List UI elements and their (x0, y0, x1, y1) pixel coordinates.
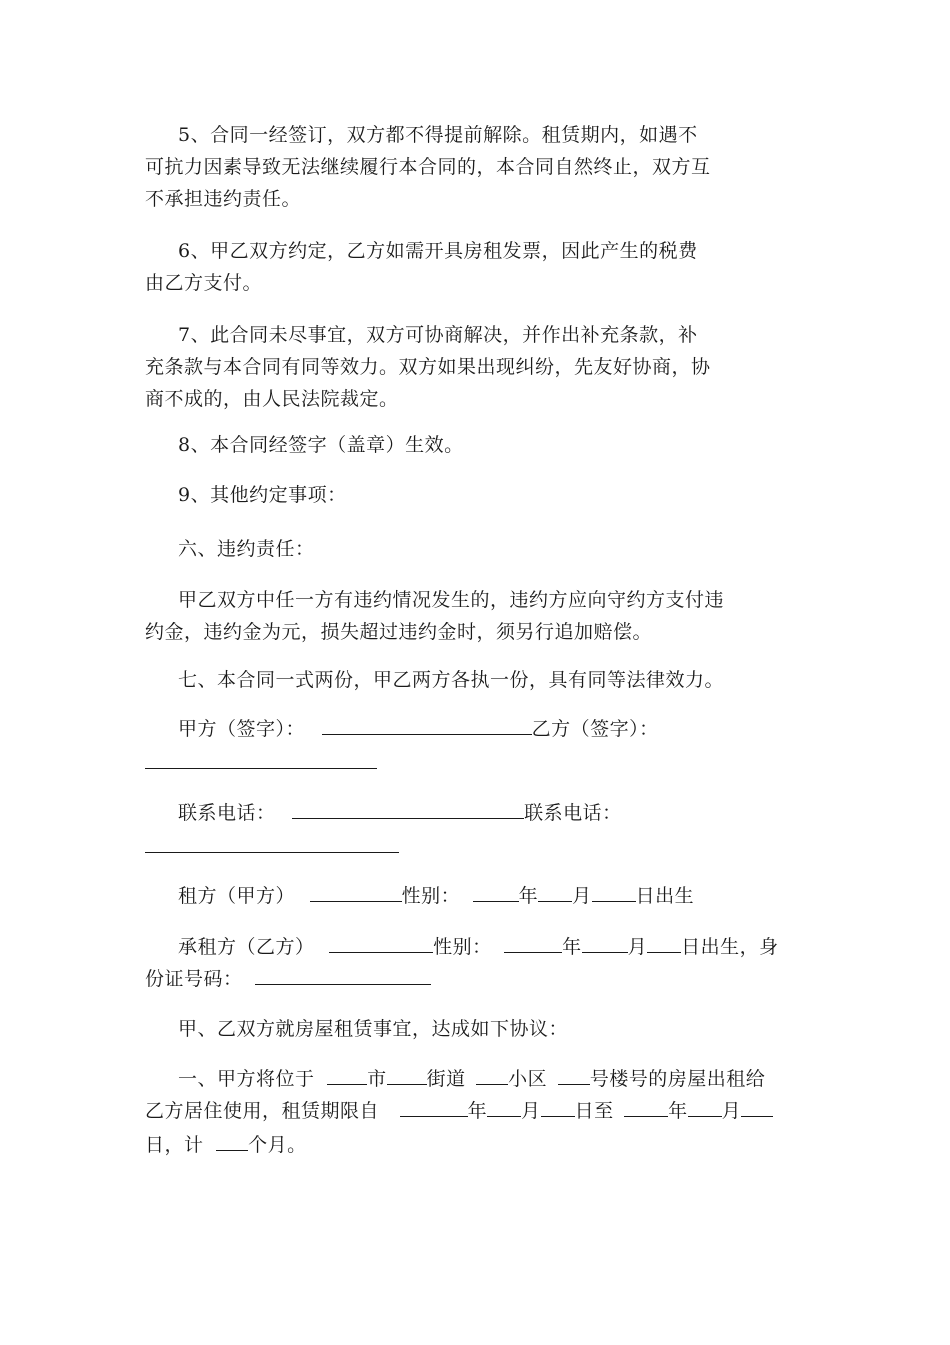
lessee-year-label: 年 (562, 936, 582, 958)
lessor-name-blank[interactable] (310, 883, 402, 902)
clause-5-line-3: 不承担违约责任。 (145, 188, 302, 210)
start-year-label: 年 (467, 1100, 488, 1122)
clause-7-line-3: 商不成的，由人民法院裁定。 (145, 388, 399, 410)
party-a-signature-blank[interactable] (322, 716, 532, 735)
party-b-signature-label: 乙方（签字）： (531, 718, 659, 740)
clause-9: 9、其他约定事项： (178, 484, 347, 506)
lessee-id-line (145, 966, 431, 990)
party-b-signature-blank[interactable] (145, 768, 377, 769)
lessee-line (178, 934, 779, 958)
clause-6-line-2: 由乙方支付。 (145, 272, 263, 294)
community-blank[interactable] (476, 1066, 508, 1085)
lessor-year-label: 年 (518, 885, 539, 907)
clause-7-line-1: 7、此合同未尽事宜，双方可协商解决，并作出补充条款，补 (178, 324, 698, 346)
lessee-month-label: 月 (627, 936, 648, 958)
lessor-day-blank[interactable] (592, 883, 636, 902)
party-a-phone-label: 联系电话： (178, 802, 276, 824)
lessee-gender-label: 性别： (433, 936, 492, 958)
section-6-body-line-2: 约金，违约金为元，损失超过违约金时，须另行追加赔偿。 (145, 621, 653, 643)
city-label: 市 (367, 1068, 387, 1090)
lessee-born-label: 日出生，身 (681, 936, 779, 958)
street-label: 街道 (426, 1068, 466, 1090)
lessor-gender-blank[interactable] (473, 883, 519, 902)
party-a-signature-label: 甲方（签字）： (178, 718, 306, 740)
party-a-phone-blank[interactable] (292, 800, 524, 819)
start-month-blank[interactable] (487, 1098, 521, 1117)
party-b-phone-blank[interactable] (145, 852, 399, 853)
lessee-month-blank[interactable] (582, 934, 628, 953)
end-month-blank[interactable] (688, 1098, 722, 1117)
phone-line (178, 800, 622, 824)
clause-5-line-2: 可抗力因素导致无法继续履行本合同的，本合同自然终止，双方互 (145, 156, 711, 178)
lessor-month-blank[interactable] (538, 883, 572, 902)
lease-term-label: 乙方居住使用，租赁期限自 (145, 1100, 380, 1122)
lessor-line (178, 883, 694, 907)
article-1-line-3 (145, 1132, 307, 1156)
clause-5-line-1: 5、合同一经签订，双方都不得提前解除。租赁期内，如遇不 (178, 124, 698, 146)
lessor-born-label: 日出生 (635, 885, 695, 907)
lessor-month-label: 月 (572, 885, 592, 907)
lessee-id-blank[interactable] (255, 966, 431, 985)
community-label: 小区 (508, 1068, 548, 1090)
article-1-line-2 (145, 1098, 773, 1122)
day-to-label: 日至 (574, 1100, 614, 1122)
lessee-label: 承租方（乙方） (178, 936, 315, 958)
lessor-label: 租方（甲方） (178, 885, 296, 907)
months-label: 个月。 (248, 1134, 307, 1156)
end-year-blank[interactable] (624, 1098, 668, 1117)
signature-line (178, 716, 659, 740)
clause-6-line-1: 6、甲乙双方约定，乙方如需开具房租发票，因此产生的税费 (178, 240, 698, 262)
building-label: 号楼号的房屋出租给 (589, 1068, 766, 1090)
city-blank[interactable] (327, 1066, 367, 1085)
start-month-label: 月 (521, 1100, 541, 1122)
end-year-label: 年 (668, 1100, 688, 1122)
lessee-id-label: 份证号码： (145, 968, 243, 990)
section-6-title: 六、违约责任： (178, 538, 315, 560)
start-day-blank[interactable] (541, 1098, 575, 1117)
lessee-day-blank[interactable] (647, 934, 681, 953)
section-6-body-line-1: 甲乙双方中任一方有违约情况发生的，违约方应向守约方支付违 (178, 589, 725, 611)
clause-8: 8、本合同经签字（盖章）生效。 (178, 434, 464, 456)
start-year-blank[interactable] (400, 1098, 468, 1117)
agreement-intro: 甲、乙双方就房屋租赁事宜，达成如下协议： (178, 1018, 569, 1040)
end-month-label: 月 (721, 1100, 742, 1122)
party-b-phone-label: 联系电话： (524, 802, 622, 824)
total-label: 日，计 (145, 1134, 204, 1156)
lessor-gender-label: 性别： (401, 885, 461, 907)
lessee-name-blank[interactable] (329, 934, 433, 953)
article-1-line-1 (178, 1066, 765, 1090)
section-7: 七、本合同一式两份，甲乙两方各执一份，具有同等法律效力。 (178, 669, 725, 691)
street-blank[interactable] (387, 1066, 427, 1085)
article-1-prefix: 一、甲方将位于 (178, 1068, 315, 1090)
building-blank[interactable] (558, 1066, 590, 1085)
months-blank[interactable] (216, 1132, 248, 1151)
end-day-blank[interactable] (741, 1098, 773, 1117)
clause-7-line-2: 充条款与本合同有同等效力。双方如果出现纠纷，先友好协商，协 (145, 356, 711, 378)
lessee-gender-blank[interactable] (504, 934, 562, 953)
